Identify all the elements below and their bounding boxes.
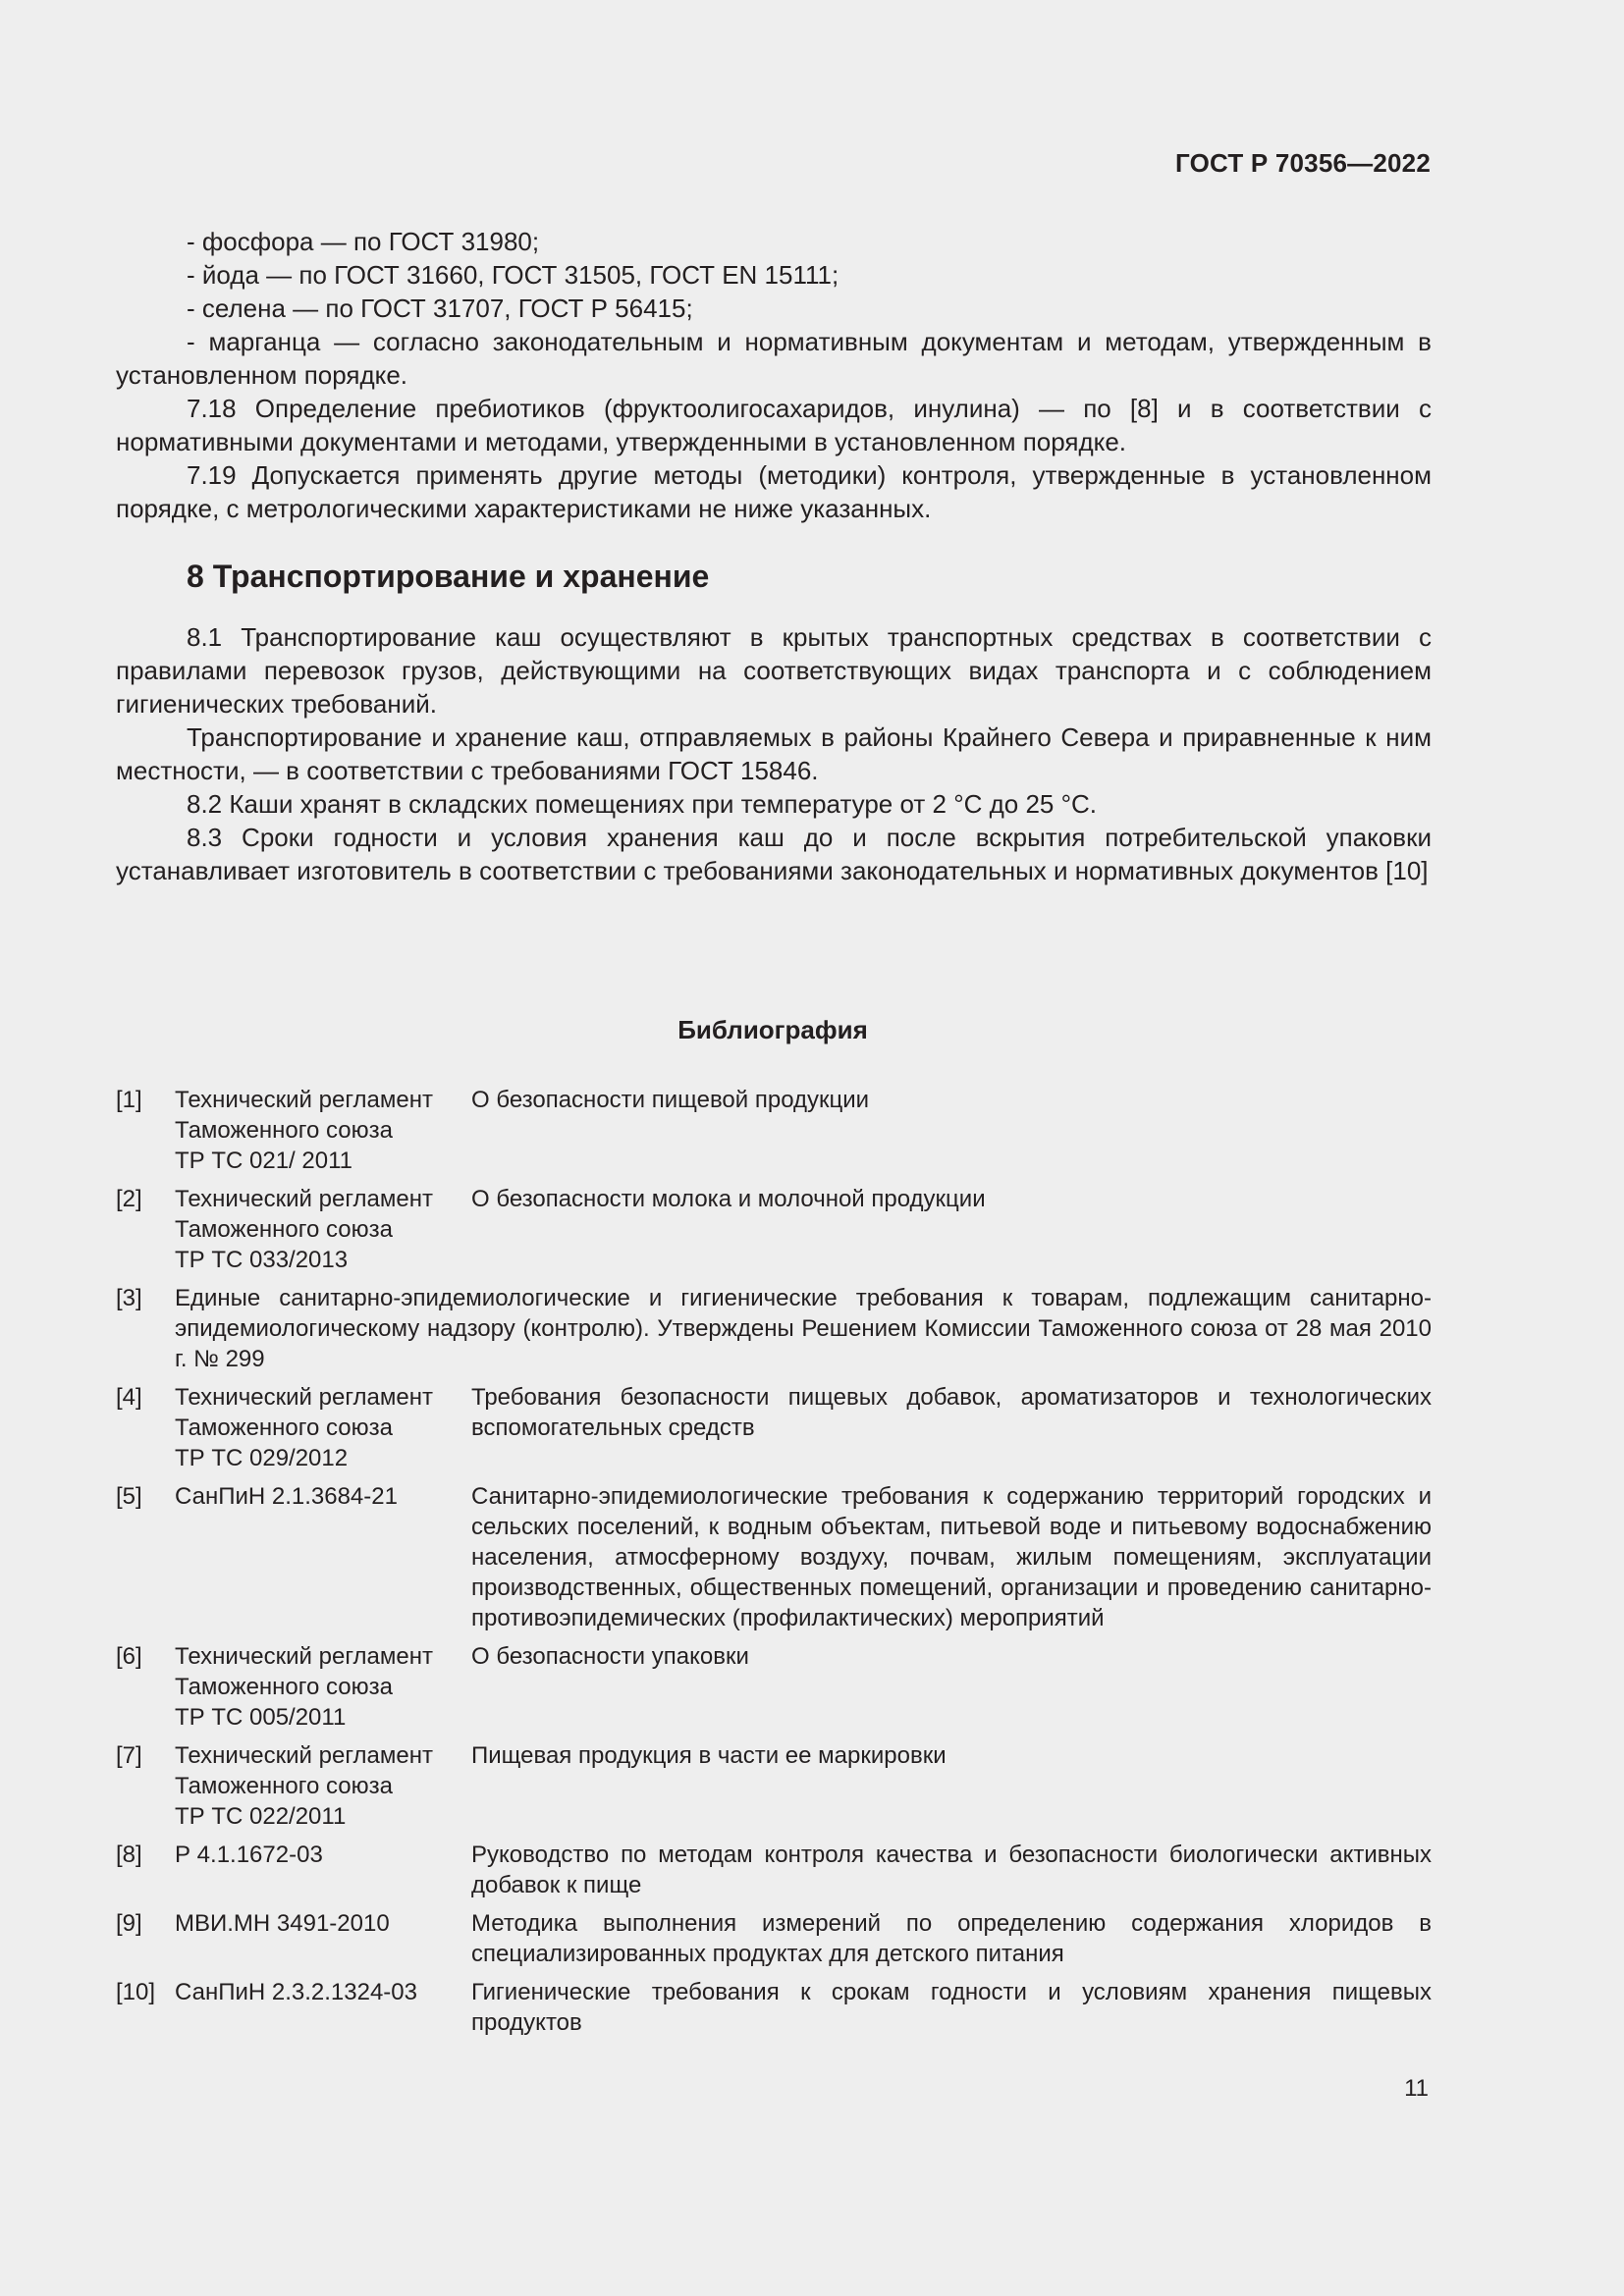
- entry-number: [10]: [116, 1979, 156, 2005]
- clause-7-19: 7.19 Допускается применять другие методы (методики) контроля, утвержденные в установленном порядке, с метрологическими характеристиками не ниже указанных.: [116, 460, 1432, 523]
- list-item-selenium: - селена — по ГОСТ 31707, ГОСТ Р 56415;: [187, 294, 693, 323]
- entry-source: Р 4.1.1672-03: [175, 1842, 323, 1868]
- entry-title: Руководство по методам контроля качества и безопасности биологически активных добавок к пище: [471, 1842, 1432, 1898]
- clause-8-1: 8.1 Транспортирование каш осуществляют в крытых транспортных средствах в соответствии с правилами перевозок грузов, действующими на соответствующих видах транспорта и с соблюдением гигиенических требований.: [116, 622, 1432, 719]
- entry-source: СанПиН 2.1.3684-21: [175, 1483, 398, 1510]
- list-item-manganese: - марганца — согласно законодательным и нормативным документам и методам, утвержденным в установленном порядке.: [116, 327, 1432, 390]
- entry-number: [4]: [116, 1384, 142, 1411]
- list-item-iodine: - йода — по ГОСТ 31660, ГОСТ 31505, ГОСТ EN 15111;: [187, 260, 839, 290]
- bibliography-entry: [116, 1382, 1432, 1473]
- page-number: 11: [1404, 2075, 1429, 2102]
- entry-number: [6]: [116, 1643, 142, 1670]
- bibliography-heading: Библиография: [677, 1015, 868, 1044]
- bibliography-entry: [116, 1283, 1432, 1374]
- entry-title: Гигиенические требования к срокам годности и условиям хранения пищевых продуктов: [471, 1979, 1432, 2036]
- entry-number: [9]: [116, 1910, 142, 1937]
- bibliography-list: [116, 1085, 1432, 2046]
- bibliography-entry: [116, 1977, 1432, 2038]
- entry-number: [8]: [116, 1842, 142, 1868]
- section8-body: [116, 620, 1432, 887]
- entry-source: Технический регламент Таможенного союза ТР ТС 033/2013: [175, 1186, 433, 1273]
- bibliography-entry: [116, 1184, 1432, 1275]
- entry-source: СанПиН 2.3.2.1324-03: [175, 1979, 417, 2005]
- document-code: ГОСТ Р 70356—2022: [1175, 148, 1431, 178]
- entry-number: [1]: [116, 1087, 142, 1113]
- bibliography-entry: [116, 1481, 1432, 1633]
- bibliography-entry: [116, 1840, 1432, 1900]
- entry-title: Пищевая продукция в части ее маркировки: [471, 1742, 947, 1769]
- clause-8-2: 8.2 Каши хранят в складских помещениях при температуре от 2 °С до 25 °С.: [187, 789, 1097, 819]
- entry-number: [3]: [116, 1285, 142, 1311]
- bibliography-entry: [116, 1641, 1432, 1733]
- entry-source: Технический регламент Таможенного союза ТР ТС 005/2011: [175, 1643, 433, 1731]
- entry-full-text: Единые санитарно-эпидемиологические и гигиенические требования к товарам, подлежащим санитарно-эпидемиологическому надзору (контролю). Утверждены Решением Комиссии Таможенного союза от 28 мая 2010 г. № 299: [175, 1285, 1432, 1372]
- list-item-phosphorus: - фосфора — по ГОСТ 31980;: [187, 227, 540, 256]
- bibliography-entry: [116, 1085, 1432, 1176]
- top-text-block: [116, 225, 1432, 525]
- entry-source: Технический регламент Таможенного союза ТР ТС 021/ 2011: [175, 1087, 433, 1174]
- entry-number: [2]: [116, 1186, 142, 1212]
- clause-8-1-note: Транспортирование и хранение каш, отправляемых в районы Крайнего Севера и приравненные к ним местности, — в соответствии с требованиями ГОСТ 15846.: [116, 722, 1432, 785]
- bibliography-entry: [116, 1740, 1432, 1832]
- section-heading: 8 Транспортирование и хранение: [187, 559, 710, 594]
- entry-source: МВИ.МН 3491-2010: [175, 1910, 390, 1937]
- bibliography-entry: [116, 1908, 1432, 1969]
- entry-title: О безопасности пищевой продукции: [471, 1087, 870, 1113]
- entry-title: О безопасности молока и молочной продукции: [471, 1186, 986, 1212]
- entry-title: Санитарно-эпидемиологические требования к содержанию территорий городских и сельских поселений, к водным объектам, питьевой воде и питьевому водоснабжению населения, атмосферному воздуху, почвам, жилым помещениям, эксплуатации производственных, общественных помещений, организации и проведению санитарно-противоэпидемических (профилактических) мероприятий: [471, 1483, 1432, 1631]
- entry-number: [7]: [116, 1742, 142, 1769]
- entry-source: Технический регламент Таможенного союза ТР ТС 022/2011: [175, 1742, 433, 1830]
- entry-title: Требования безопасности пищевых добавок, ароматизаторов и технологических вспомогательных средств: [471, 1384, 1432, 1441]
- entry-source: Технический регламент Таможенного союза ТР ТС 029/2012: [175, 1384, 433, 1471]
- clause-8-3: 8.3 Сроки годности и условия хранения каш до и после вскрытия потребительской упаковки устанавливает изготовитель в соответствии с требованиями законодательных и нормативных документов [10]: [116, 823, 1432, 885]
- entry-title: Методика выполнения измерений по определению содержания хлоридов в специализированных продуктах для детского питания: [471, 1910, 1432, 1967]
- clause-7-18: 7.18 Определение пребиотиков (фруктоолигосахаридов, инулина) — по [8] и в соответствии с нормативными документами и методами, утвержденными в установленном порядке.: [116, 394, 1432, 456]
- entry-title: О безопасности упаковки: [471, 1643, 749, 1670]
- entry-number: [5]: [116, 1483, 142, 1510]
